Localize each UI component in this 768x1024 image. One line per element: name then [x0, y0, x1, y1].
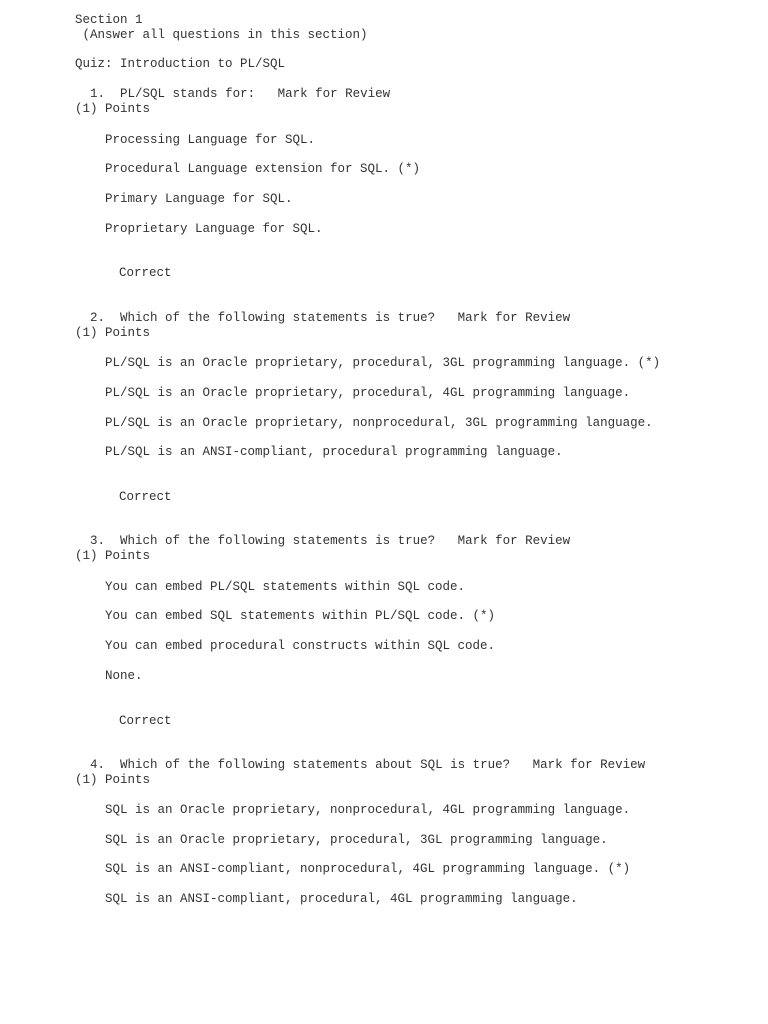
question-text: Which of the following statements is true?: [120, 311, 436, 325]
answer-option[interactable]: SQL is an ANSI-compliant, procedural, 4GL programming language.: [105, 892, 578, 906]
answer-option[interactable]: SQL is an Oracle proprietary, nonprocedural, 4GL programming language.: [105, 803, 631, 817]
question-result: Correct: [119, 266, 172, 280]
mark-for-review-link[interactable]: Mark for Review: [277, 87, 391, 101]
question-text: Which of the following statements about SQL is true?: [120, 758, 511, 772]
question-result: Correct: [119, 714, 172, 728]
question-number: 2.: [90, 311, 106, 325]
mark-for-review-link[interactable]: Mark for Review: [532, 758, 646, 772]
question-number: 1.: [90, 87, 106, 101]
answer-option[interactable]: You can embed SQL statements within PL/SQL code. (*): [105, 609, 496, 623]
question-points: (1) Points: [75, 773, 151, 787]
answer-option[interactable]: PL/SQL is an ANSI-compliant, procedural programming language.: [105, 445, 563, 459]
answer-option[interactable]: Procedural Language extension for SQL. (*): [105, 162, 421, 176]
answer-option[interactable]: Primary Language for SQL.: [105, 192, 293, 206]
section-title: Section 1: [75, 13, 143, 27]
question-text: PL/SQL stands for:: [120, 87, 256, 101]
question-result: Correct: [119, 490, 172, 504]
answer-option[interactable]: PL/SQL is an Oracle proprietary, procedural, 4GL programming language.: [105, 386, 631, 400]
answer-option[interactable]: SQL is an Oracle proprietary, procedural, 3GL programming language.: [105, 833, 608, 847]
question-number: 3.: [90, 534, 106, 548]
question-text: Which of the following statements is true?: [120, 534, 436, 548]
quiz-title: Quiz: Introduction to PL/SQL: [75, 57, 286, 71]
mark-for-review-link[interactable]: Mark for Review: [457, 311, 571, 325]
answer-option[interactable]: SQL is an ANSI-compliant, nonprocedural, 4GL programming language. (*): [105, 862, 631, 876]
section-instructions: (Answer all questions in this section): [75, 28, 368, 42]
answer-option[interactable]: Proprietary Language for SQL.: [105, 222, 323, 236]
answer-option[interactable]: Processing Language for SQL.: [105, 133, 316, 147]
answer-option[interactable]: PL/SQL is an Oracle proprietary, nonprocedural, 3GL programming language.: [105, 416, 653, 430]
question-3-header: [75, 534, 570, 549]
question-4-header: [75, 758, 645, 773]
question-1-header: [75, 87, 390, 102]
question-points: (1) Points: [75, 326, 151, 340]
question-points: (1) Points: [75, 549, 151, 563]
answer-option[interactable]: PL/SQL is an Oracle proprietary, procedural, 3GL programming language. (*): [105, 356, 661, 370]
mark-for-review-link[interactable]: Mark for Review: [457, 534, 571, 548]
question-number: 4.: [90, 758, 106, 772]
answer-option[interactable]: You can embed procedural constructs within SQL code.: [105, 639, 496, 653]
question-points: (1) Points: [75, 102, 151, 116]
answer-option[interactable]: None.: [105, 669, 143, 683]
answer-option[interactable]: You can embed PL/SQL statements within SQL code.: [105, 580, 466, 594]
question-2-header: [75, 311, 570, 326]
